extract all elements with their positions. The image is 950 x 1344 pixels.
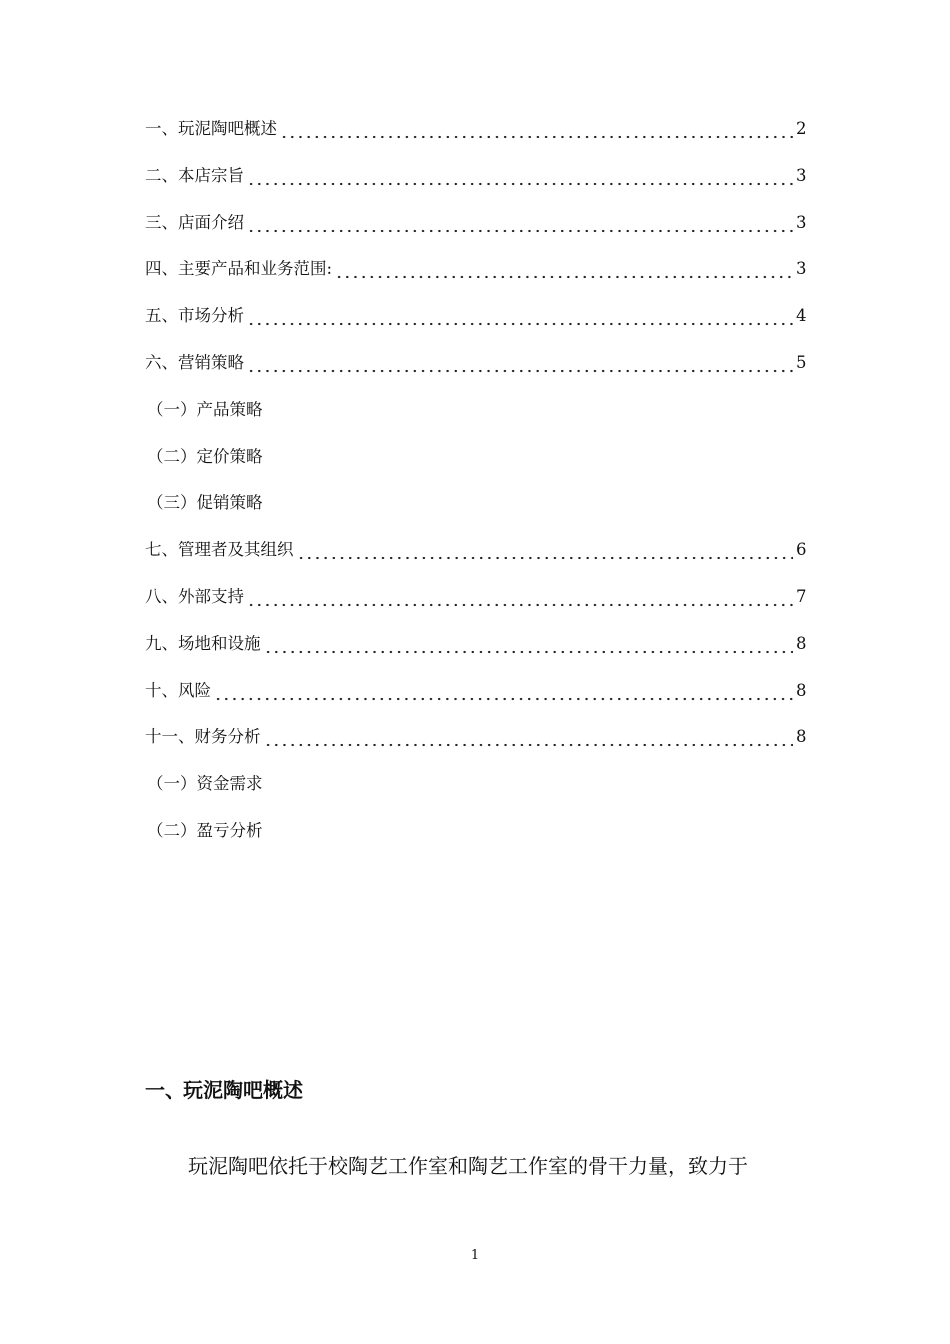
dot-leader [297, 537, 794, 563]
dot-leader [264, 631, 794, 657]
toc-entry-label: （二）定价策略 [147, 446, 263, 466]
toc-entry-page: 3 [796, 259, 807, 279]
toc-entry-label: （二）盈亏分析 [147, 820, 263, 840]
toc-entry-label: 十、风险 [145, 680, 211, 700]
toc-entry-label: （一）产品策略 [147, 399, 263, 419]
table-of-contents [145, 116, 806, 865]
section-number: 一、 [145, 1078, 185, 1102]
toc-entry[interactable] [145, 210, 806, 257]
toc-entry-page: 4 [796, 306, 807, 326]
section-title: 玩泥陶吧概述 [183, 1078, 303, 1102]
toc-entry[interactable] [145, 584, 806, 631]
toc-entry-page: 3 [796, 212, 807, 232]
toc-entry[interactable] [145, 397, 806, 444]
dot-leader [264, 724, 794, 750]
toc-entry-label: 五、市场分析 [145, 306, 244, 326]
body-paragraph: 玩泥陶吧依托于校陶艺工作室和陶艺工作室的骨干力量，致力于 [188, 1154, 748, 1178]
toc-entry[interactable] [145, 163, 806, 210]
toc-entry-page: 5 [796, 352, 807, 372]
dot-leader [247, 210, 793, 236]
toc-entry-page: 8 [796, 727, 807, 747]
toc-entry[interactable] [145, 303, 806, 350]
dot-leader [214, 678, 793, 704]
toc-entry-page: 7 [796, 586, 807, 606]
dot-leader [247, 584, 793, 610]
dot-leader [247, 350, 793, 376]
dot-leader [247, 163, 793, 189]
dot-leader [335, 256, 793, 282]
toc-entry[interactable] [145, 490, 806, 537]
toc-entry-label: 四、主要产品和业务范围: [145, 259, 333, 279]
toc-entry-label: （一）资金需求 [147, 774, 263, 794]
toc-entry-page: 8 [796, 633, 807, 653]
toc-entry[interactable] [145, 116, 806, 163]
toc-entry[interactable] [145, 678, 806, 725]
toc-entry-label: （三）促销策略 [147, 493, 263, 513]
toc-entry[interactable] [145, 818, 806, 865]
toc-entry-page: 8 [796, 680, 807, 700]
toc-entry-label: 十一、财务分析 [145, 727, 261, 747]
toc-entry[interactable] [145, 771, 806, 818]
dot-leader [247, 303, 793, 329]
toc-entry-label: 二、本店宗旨 [145, 165, 244, 185]
toc-entry-label: 七、管理者及其组织 [145, 540, 294, 560]
toc-entry-label: 八、外部支持 [145, 586, 244, 606]
page-number: 1 [470, 1248, 480, 1263]
toc-entry[interactable] [145, 444, 806, 491]
toc-entry-page: 2 [796, 119, 807, 138]
toc-entry[interactable] [145, 350, 806, 397]
toc-entry-label: 九、场地和设施 [145, 633, 261, 653]
toc-entry[interactable] [145, 256, 806, 303]
toc-entry-page: 6 [796, 540, 807, 560]
toc-entry-label: 三、店面介绍 [145, 212, 244, 232]
toc-entry[interactable] [145, 724, 806, 771]
toc-entry[interactable] [145, 537, 806, 584]
toc-entry-label: 六、营销策略 [145, 352, 244, 372]
toc-entry-label: 一、玩泥陶吧概述 [145, 119, 277, 138]
section-heading [145, 1074, 303, 1103]
toc-entry-page: 3 [796, 165, 807, 185]
toc-entry[interactable] [145, 631, 806, 678]
dot-leader [280, 116, 793, 142]
